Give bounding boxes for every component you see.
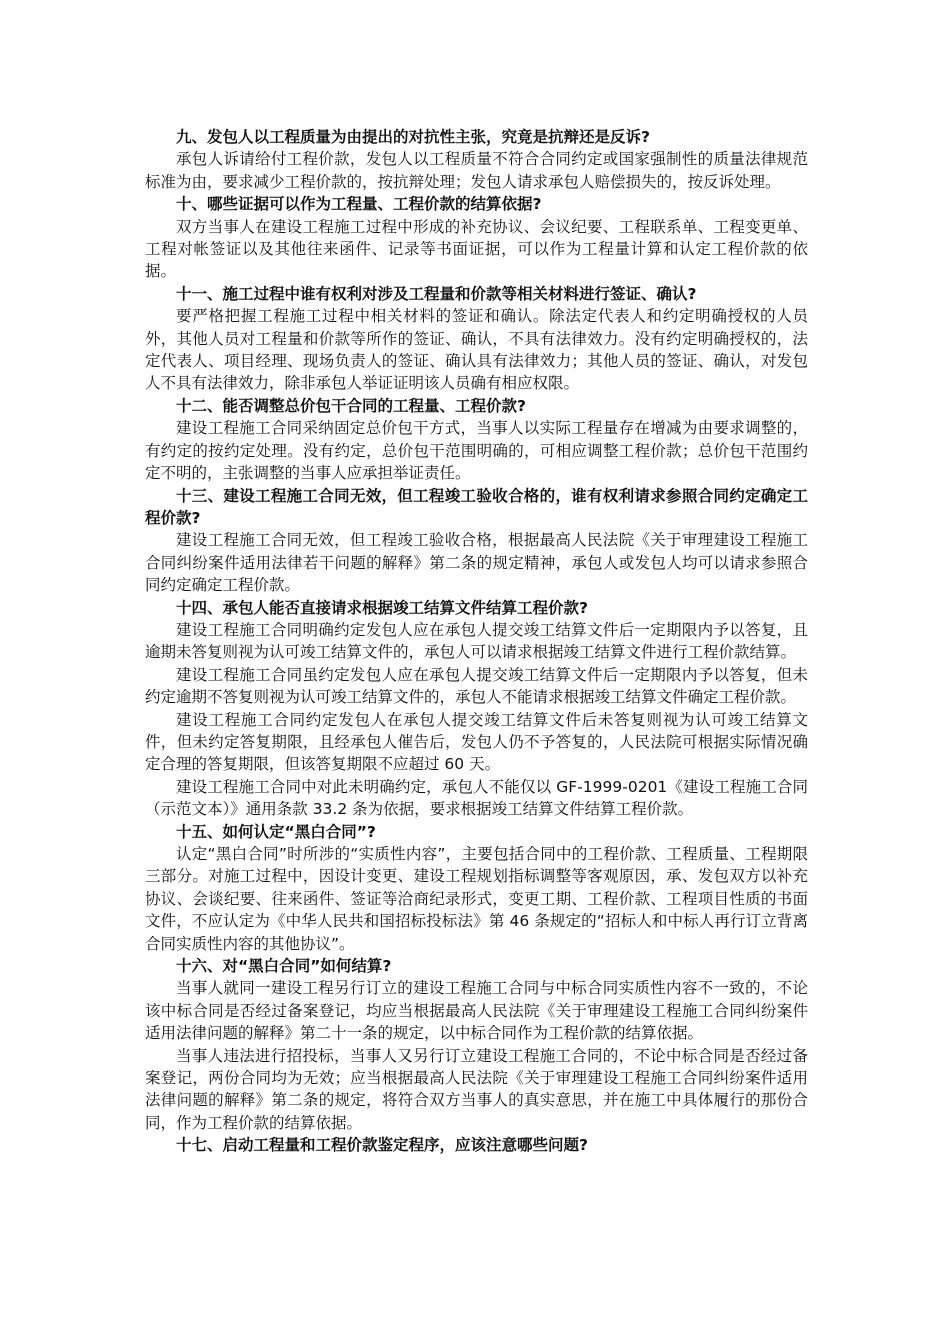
paragraph: 双方当事人在建设工程施工过程中形成的补充协议、会议纪要、工程联系单、工程变更单、工程对帐签证以及其他往来函件、记录等书面证据，可以作为工程量计算和认定工程价款的依据。 bbox=[145, 217, 808, 281]
section-heading-9: 九、发包人以工程质量为由提出的对抗性主张，究竟是抗辩还是反诉? bbox=[176, 128, 650, 146]
paragraph: 建设工程施工合同约定发包人在承包人提交竣工结算文件后未答复则视为认可竣工结算文件，但未约定答复期限，且经承包人催告后，发包人仍不予答复的，人民法院可根据实际情况确定合理的答复期限，但该答复期限不应超过 60 天。 bbox=[145, 710, 808, 774]
section-heading-16: 十六、对“黑白合同”如何结算? bbox=[176, 957, 392, 976]
section-heading-15: 十五、如何认定“黑白合同”? bbox=[176, 822, 376, 841]
section-heading-10: 十、哪些证据可以作为工程量、工程价款的结算依据? bbox=[176, 195, 542, 214]
paragraph: 建设工程施工合同中对此未明确约定，承包人不能仅以 GF-1999-0201《建设工程施工合同（示范文本）》通用条款 33.2 条为依据，要求根据竣工结算文件结算工程价款。 bbox=[145, 777, 808, 819]
paragraph: 认定“黑白合同”时所涉的“实质性内容”，主要包括合同中的工程价款、工程质量、工程期限三部分。对施工过程中，因设计变更、建设工程规划指标调整等客观原因，承、发包双方以补充协议、会谈纪要、往来函件、签证等洽商纪录形式，变更工期、工程价款、工程项目性质的书面文件，不应认定为《中华人民共和国招标投标法》第 46 条规定的“招标人和中标人再行订立背离合同实质性内容的其他协议”。 bbox=[145, 845, 808, 953]
document-page bbox=[145, 126, 808, 1157]
section-heading-14: 十四、承包人能否直接请求根据竣工结算文件结算工程价款? bbox=[176, 598, 588, 617]
section-heading-13: 十三、建设工程施工合同无效，但工程竣工验收合格的，谁有权利请求参照合同约定确定工程价款? bbox=[145, 486, 808, 527]
paragraph: 当事人就同一建设工程另行订立的建设工程施工合同与中标合同实质性内容不一致的，不论该中标合同是否经过备案登记，均应当根据最高人民法院《关于审理建设工程施工合同纠纷案件适用法律问题的解释》第二十一条的规定，以中标合同作为工程价款的结算依据。 bbox=[145, 979, 808, 1043]
paragraph: 建设工程施工合同虽约定发包人应在承包人提交竣工结算文件后一定期限内予以答复，但未约定逾期不答复则视为认可竣工结算文件的，承包人不能请求根据竣工结算文件确定工程价款。 bbox=[145, 665, 808, 707]
paragraph: 承包人诉请给付工程价款，发包人以工程质量不符合合同约定或国家强制性的质量法律规范标准为由，要求减少工程价款的，按抗辩处理；发包人请求承包人赔偿损失的，按反诉处理。 bbox=[145, 150, 808, 191]
section-heading-17: 十七、启动工程量和工程价款鉴定程序，应该注意哪些问题? bbox=[176, 1136, 588, 1155]
paragraph: 要严格把握工程施工过程中相关材料的签证和确认。除法定代表人和约定明确授权的人员外，其他人员对工程量和价款等所作的签证、确认，不具有法律效力。没有约定明确授权的，法定代表人、项目经理、现场负责人的签证、确认具有法律效力；其他人员的签证、确认，对发包人不具有法律效力，除非承包人举证证明该人员确有相应权限。 bbox=[145, 307, 808, 393]
paragraph: 建设工程施工合同明确约定发包人应在承包人提交竣工结算文件后一定期限内予以答复，且逾期未答复则视为认可竣工结算文件的，承包人可以请求根据竣工结算文件进行工程价款结算。 bbox=[145, 620, 808, 662]
section-heading-11: 十一、施工过程中谁有权利对涉及工程量和价款等相关材料进行签证、确认? bbox=[176, 284, 697, 303]
paragraph: 建设工程施工合同采纳固定总价包干方式，当事人以实际工程量存在增减为由要求调整的，有约定的按约定处理。没有约定，总价包干范围明确的，可相应调整工程价款；总价包干范围约定不明的，主张调整的当事人应承担举证责任。 bbox=[145, 419, 808, 483]
paragraph: 建设工程施工合同无效，但工程竣工验收合格，根据最高人民法院《关于审理建设工程施工合同纠纷案件适用法律若干问题的解释》第二条的规定精神，承包人或发包人均可以请求参照合同约定确定工程价款。 bbox=[145, 531, 808, 595]
paragraph: 当事人违法进行招投标，当事人又另行订立建设工程施工合同的，不论中标合同是否经过备案登记，两份合同均为无效；应当根据最高人民法院《关于审理建设工程施工合同纠纷案件适用法律问题的解释》第二条的规定，将符合双方当事人的真实意思，并在施工中具体履行的那份合同，作为工程价款的结算依据。 bbox=[145, 1046, 808, 1132]
section-heading-12: 十二、能否调整总价包干合同的工程量、工程价款? bbox=[176, 396, 526, 415]
